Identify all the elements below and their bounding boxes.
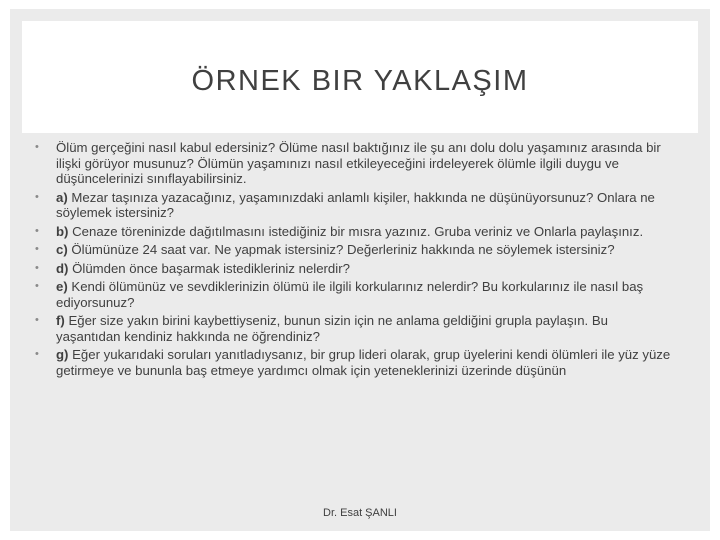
- bullet-dot-icon: •: [35, 243, 39, 255]
- bullet-dot-icon: •: [35, 348, 39, 360]
- bullet-text: Mezar taşınıza yazacağınız, yaşamınızdaki anlamlı kişiler, hakkında ne düşünüyorsunuz? Onlara ne söylemek istersiniz?: [56, 189, 655, 220]
- bullet-text: Ölümünüze 24 saat var. Ne yapmak istersiniz? Değerleriniz hakkında ne söylemek istersiniz?: [71, 242, 615, 257]
- slide-title: ÖRNEK BIR YAKLAŞIM: [191, 65, 529, 97]
- bullet-dot-icon: •: [35, 280, 39, 292]
- bullet-item: [35, 140, 675, 187]
- bullet-dot-icon: •: [35, 141, 39, 153]
- bullet-text: Ölüm gerçeğini nasıl kabul edersiniz? Ölüme nasıl baktığınız ile şu anı dolu dolu yaşamınız arasında bir ilişki görüyor musunuz? Ölümün yaşamınızı nasıl etkileyeceğini irdeleyerek ölümle ilgili duygu ve düşüncelerinizi sınıflayabilirsiniz.: [56, 140, 661, 186]
- bullet-text: Cenaze töreninizde dağıtılmasını istediğiniz bir mısra yazınız. Gruba veriniz ve Onlarla paylaşınız.: [72, 223, 644, 239]
- slide: [10, 9, 710, 531]
- bullet-prefix: f): [56, 313, 65, 328]
- bullet-prefix: c): [56, 242, 68, 257]
- title-box: [22, 21, 698, 133]
- bullet-item: [35, 347, 675, 378]
- bullet-list: [35, 140, 675, 381]
- bullet-prefix: d): [56, 260, 69, 276]
- bullet-text: Eğer size yakın birini kaybettiyseniz, bunun sizin için ne anlama geldiğini grupla paylaşın. Bu yaşantıdan kendiniz hakkında ne öğrendiniz?: [56, 313, 608, 344]
- bullet-item: [35, 242, 675, 258]
- bullet-dot-icon: •: [35, 190, 39, 203]
- bullet-prefix: a): [56, 189, 68, 205]
- bullet-item: [35, 190, 675, 221]
- bullet-prefix: g): [56, 347, 69, 362]
- bullet-text: Ölümden önce başarmak istedikleriniz nelerdir?: [72, 260, 350, 276]
- bullet-dot-icon: •: [35, 224, 39, 237]
- bullet-text: Eğer yukarıdaki soruları yanıtladıysanız, bir grup lideri olarak, grup üyelerini kendi ölümleri ile yüz yüze getirmeye ve bununla baş etmeye yardımcı olmak için yeteneklerinizi üzerinde düşünün: [56, 347, 671, 378]
- slide-footer: Dr. Esat ŞANLI: [323, 507, 397, 519]
- bullet-item: [35, 261, 675, 277]
- bullet-item: [35, 313, 675, 344]
- bullet-dot-icon: •: [35, 261, 39, 274]
- bullet-text: Kendi ölümünüz ve sevdiklerinizin ölümü ile ilgili korkularınız nelerdir? Bu korkularınız ile nasıl baş ediyorsunuz?: [56, 279, 644, 310]
- bullet-dot-icon: •: [35, 314, 39, 326]
- bullet-prefix: e): [56, 279, 68, 294]
- bullet-item: [35, 279, 675, 310]
- bullet-prefix: b): [56, 223, 69, 239]
- bullet-item: [35, 224, 675, 240]
